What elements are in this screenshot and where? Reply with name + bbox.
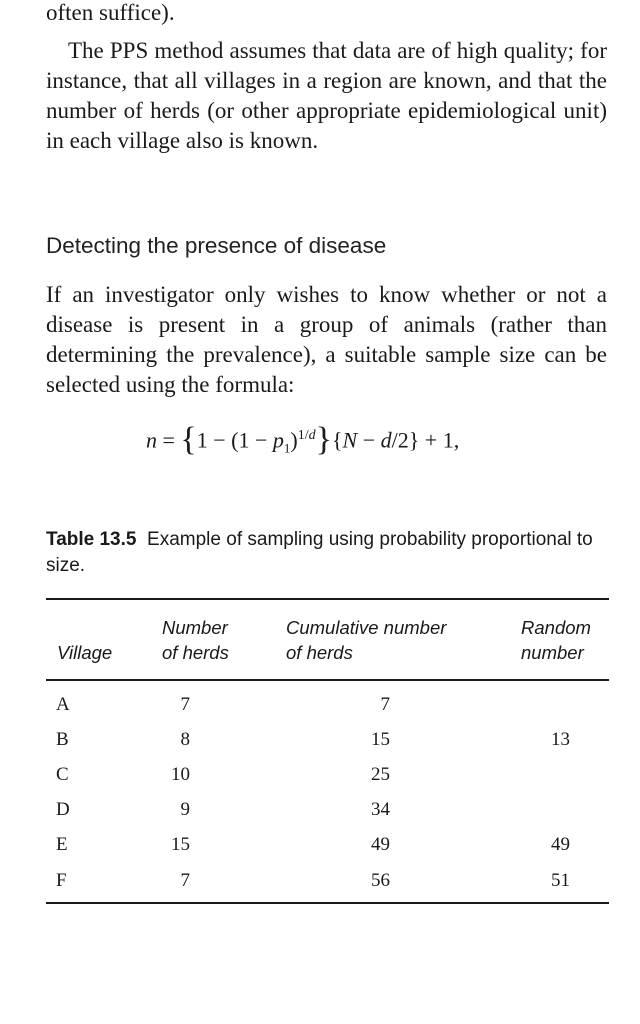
cell-cumulative-herds: 34 (371, 799, 390, 820)
column-header-line: number (521, 642, 584, 663)
column-header-number-of-herds (162, 615, 229, 665)
cell-random-number: 49 (551, 834, 570, 855)
cell-random-number: 13 (551, 729, 570, 750)
paragraph-pps-assumptions: The PPS method assumes that data are of high quality; for instance, that all villages in a region are known, and that the number of herds (or other appropriate epidemiological unit) in each village also is known. (46, 38, 607, 153)
cell-cumulative-herds: 49 (371, 834, 390, 855)
column-header-random-number (521, 615, 591, 665)
sample-size-formula: $n = \{1 - (1 - p_1)^{1/d}\}\{N - d/2\} + 1$, (146, 421, 460, 459)
paragraph-fragment: often suffice). (46, 0, 175, 25)
cell-village: D (56, 799, 70, 820)
cell-village: F (56, 870, 67, 891)
cell-number-of-herds: 10 (171, 764, 190, 785)
table-row (46, 866, 609, 901)
column-header-line: Number (162, 617, 228, 638)
table-caption (46, 527, 612, 579)
column-header-cumulative-herds (286, 615, 446, 665)
table-bottom-rule (46, 902, 609, 904)
cell-cumulative-herds: 15 (371, 729, 390, 750)
table-caption-text: Example of sampling using probability proportional to size. (46, 529, 593, 576)
cell-number-of-herds: 9 (180, 799, 190, 820)
section-heading: Detecting the presence of disease (46, 233, 387, 258)
paragraph-detecting-disease: If an investigator only wishes to know whether or not a disease is present in a group of animals (rather than determining the prevalence), a suitable sample size can be selected using the formula: (46, 282, 607, 397)
table-row (46, 760, 609, 795)
table-row (46, 690, 609, 725)
cell-number-of-herds: 15 (171, 834, 190, 855)
cell-village: B (56, 729, 69, 750)
cell-cumulative-herds: 7 (380, 694, 390, 715)
table-caption-label: Table 13.5 (46, 529, 137, 550)
cell-number-of-herds: 7 (180, 870, 190, 891)
table-header-rule (46, 679, 609, 681)
cell-cumulative-herds: 25 (371, 764, 390, 785)
cell-random-number: 51 (551, 870, 570, 891)
cell-number-of-herds: 8 (180, 729, 190, 750)
column-header-line: Random (521, 617, 591, 638)
column-header-line: of herds (286, 642, 353, 663)
column-header-line: of herds (162, 642, 229, 663)
cell-village: E (56, 834, 68, 855)
table-top-rule (46, 598, 609, 600)
table-row (46, 830, 609, 865)
table-row (46, 795, 609, 830)
cell-cumulative-herds: 56 (371, 870, 390, 891)
cell-village: C (56, 764, 69, 785)
table-row (46, 725, 609, 760)
column-header-village: Village (57, 642, 113, 663)
cell-village: A (56, 694, 70, 715)
column-header-line: Cumulative number (286, 617, 447, 638)
cell-number-of-herds: 7 (180, 694, 190, 715)
